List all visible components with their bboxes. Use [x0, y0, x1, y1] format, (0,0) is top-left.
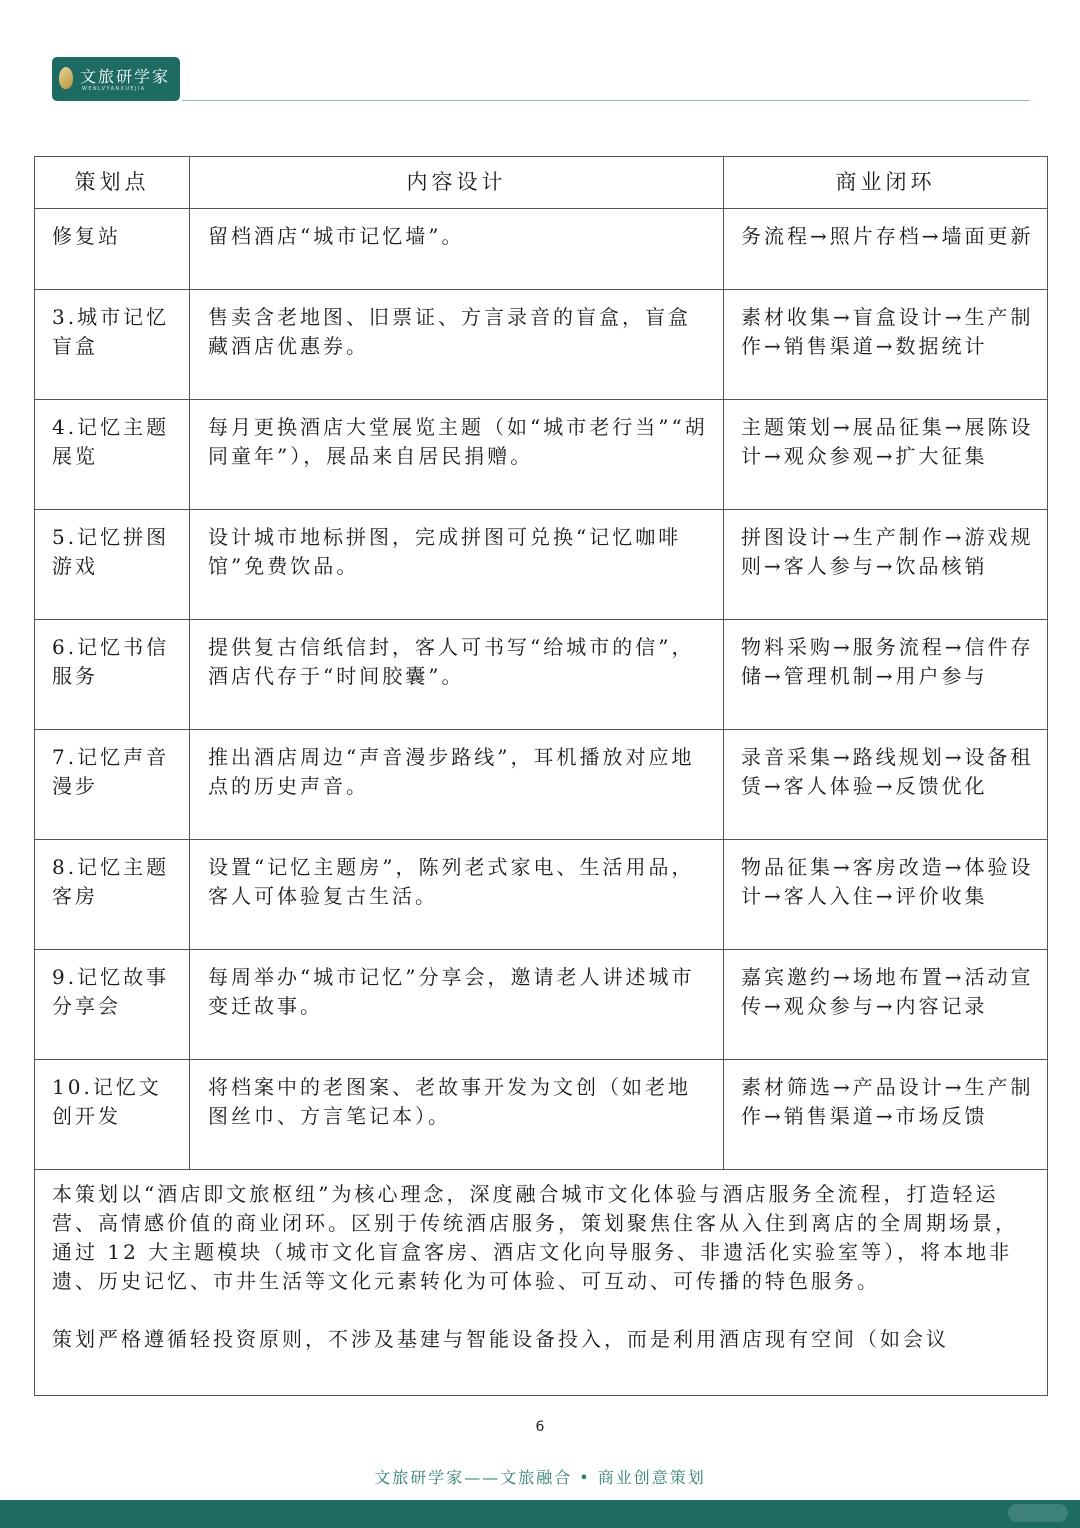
cell-content: 留档酒店“城市记忆墙”。	[190, 209, 724, 290]
cell-point: 8.记忆主题客房	[35, 840, 190, 950]
header-divider	[182, 100, 1030, 101]
cell-content: 售卖含老地图、旧票证、方言录音的盲盒，盲盒藏酒店优惠券。	[190, 290, 724, 400]
cell-loop: 嘉宾邀约→场地布置→活动宣传→观众参与→内容记录	[724, 950, 1048, 1060]
summary-paragraph: 本策划以“酒店即文旅枢纽”为核心理念，深度融合城市文化体验与酒店服务全流程，打造轻运营、高情感价值的商业闭环。区别于传统酒店服务，策划聚焦住客从入住到离店的全周期场景，通过 12 大主题模块（城市文化盲盒客房、酒店文化向导服务、非遗活化实验室等），将本地非遗、历史记忆、市井生活等文化元素转化为可体验、可互动、可传播的特色服务。	[52, 1182, 1018, 1293]
cell-content: 设置“记忆主题房”，陈列老式家电、生活用品，客人可体验复古生活。	[190, 840, 724, 950]
table-row	[35, 510, 1048, 620]
cell-content: 每周举办“城市记忆”分享会，邀请老人讲述城市变迁故事。	[190, 950, 724, 1060]
summary-paragraph: 策划严格遵循轻投资原则，不涉及基建与智能设备投入，而是利用酒店现有空间（如会议	[52, 1327, 949, 1351]
header-point: 策划点	[35, 157, 190, 209]
watermark-badge	[1008, 1504, 1068, 1522]
cell-loop: 录音采集→路线规划→设备租赁→客人体验→反馈优化	[724, 730, 1048, 840]
cell-point: 7.记忆声音漫步	[35, 730, 190, 840]
brand-logo	[52, 57, 180, 101]
cell-loop: 务流程→照片存档→墙面更新	[724, 209, 1048, 290]
cell-content: 将档案中的老图案、老故事开发为文创（如老地图丝巾、方言笔记本）。	[190, 1060, 724, 1170]
table-row	[35, 620, 1048, 730]
cell-loop: 素材收集→盲盒设计→生产制作→销售渠道→数据统计	[724, 290, 1048, 400]
table-row	[35, 840, 1048, 950]
cell-content: 设计城市地标拼图，完成拼图可兑换“记忆咖啡馆”免费饮品。	[190, 510, 724, 620]
cell-point: 修复站	[35, 209, 190, 290]
logo-subtitle: WENLVYANXUEJIA	[82, 86, 146, 92]
cell-content: 提供复古信纸信封，客人可书写“给城市的信”，酒店代存于“时间胶囊”。	[190, 620, 724, 730]
logo-title: 文旅研学家	[80, 67, 171, 86]
header-loop: 商业闭环	[724, 157, 1048, 209]
cell-point: 6.记忆书信服务	[35, 620, 190, 730]
cell-loop: 素材筛选→产品设计→生产制作→销售渠道→市场反馈	[724, 1060, 1048, 1170]
table-row	[35, 950, 1048, 1060]
cell-point: 3.城市记忆盲盒	[35, 290, 190, 400]
footer-slogan: 文旅研学家——文旅融合 • 商业创意策划	[374, 1468, 706, 1487]
page-number: 6	[535, 1419, 545, 1435]
header-content: 内容设计	[190, 157, 724, 209]
table-row	[35, 400, 1048, 510]
summary-cell	[35, 1170, 1048, 1396]
footer-bar	[0, 1500, 1080, 1528]
cell-content: 每月更换酒店大堂展览主题（如“城市老行当”“胡同童年”），展品来自居民捐赠。	[190, 400, 724, 510]
leaf-icon	[59, 67, 73, 89]
plan-table	[34, 156, 1048, 1396]
cell-point: 4.记忆主题展览	[35, 400, 190, 510]
cell-loop: 物品征集→客房改造→体验设计→客人入住→评价收集	[724, 840, 1048, 950]
table-row	[35, 1060, 1048, 1170]
summary-row	[35, 1170, 1048, 1396]
table-row	[35, 290, 1048, 400]
cell-point: 10.记忆文创开发	[35, 1060, 190, 1170]
cell-loop: 拼图设计→生产制作→游戏规则→客人参与→饮品核销	[724, 510, 1048, 620]
table-row	[35, 209, 1048, 290]
cell-loop: 主题策划→展品征集→展陈设计→观众参观→扩大征集	[724, 400, 1048, 510]
cell-loop: 物料采购→服务流程→信件存储→管理机制→用户参与	[724, 620, 1048, 730]
cell-point: 9.记忆故事分享会	[35, 950, 190, 1060]
cell-point: 5.记忆拼图游戏	[35, 510, 190, 620]
table-row	[35, 730, 1048, 840]
table-header-row	[35, 157, 1048, 209]
cell-content: 推出酒店周边“声音漫步路线”，耳机播放对应地点的历史声音。	[190, 730, 724, 840]
